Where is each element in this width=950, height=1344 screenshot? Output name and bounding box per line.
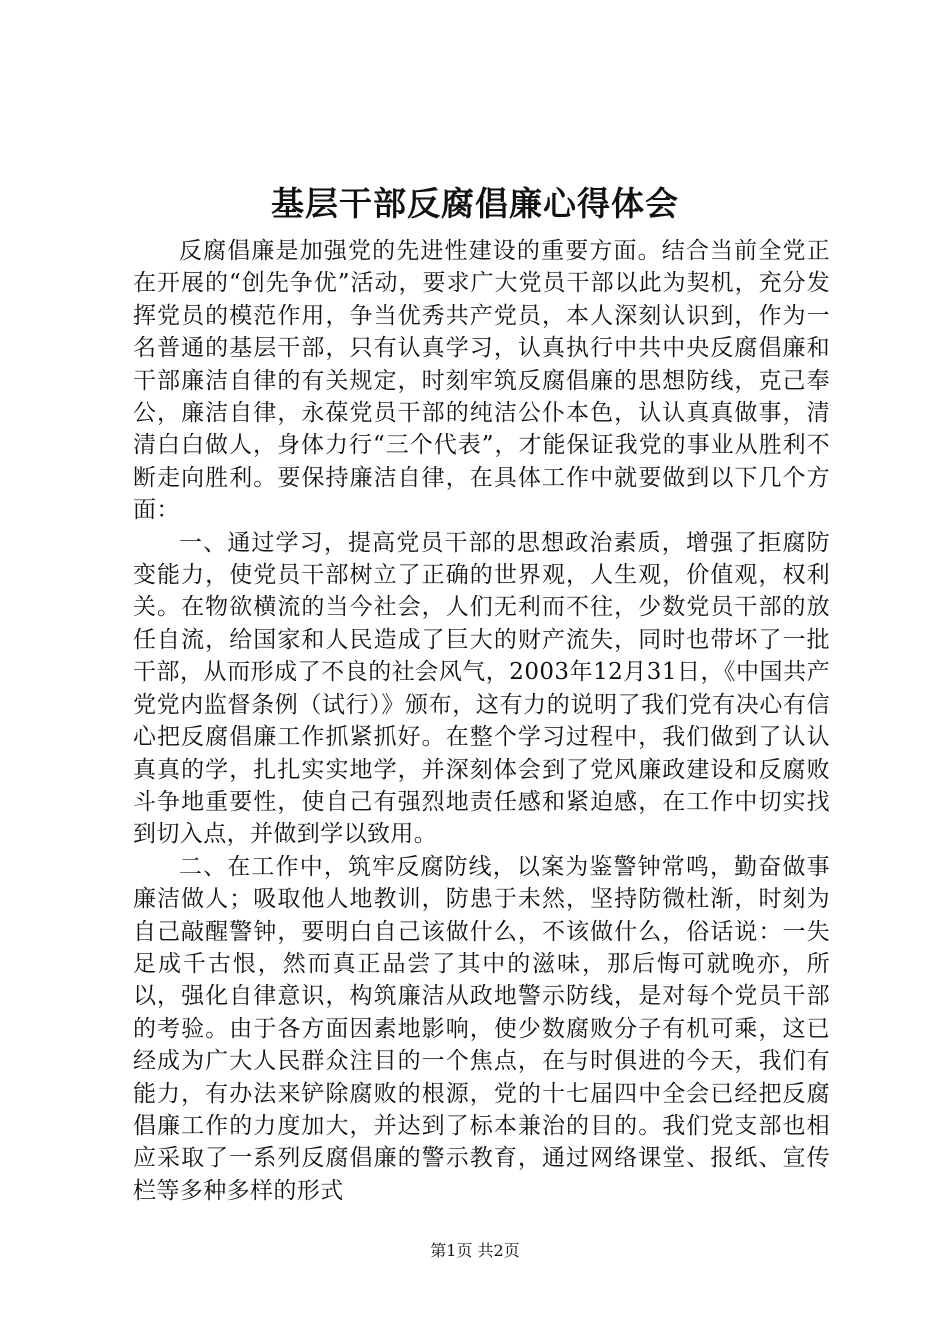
paragraph-intro: 反腐倡廉是加强党的先进性建设的重要方面。结合当前全党正在开展的“创先争优”活动，要求广大党员干部以此为契机，充分发挥党员的模范作用，争当优秀共产党员，本人深刻认识到，作为一名普通的基层干部，只有认真学习，认真执行中共中央反腐倡廉和干部廉洁自律的有关规定，时刻牢筑反腐倡廉的思想防线，克己奉公，廉洁自律，永葆党员干部的纯洁公仆本色，认认真真做事，清清白白做人，身体力行“三个代表”，才能保证我党的事业从胜利不断走向胜利。要保持廉洁自律，在具体工作中就要做到以下几个方面： <box>133 238 830 524</box>
document-body <box>133 235 830 1207</box>
page-number-footer: 第1页 共2页 <box>430 1241 520 1260</box>
paragraph-point-one: 一、通过学习，提高党员干部的思想政治素质，增强了拒腐防变能力，使党员干部树立了正确的世界观，人生观，价值观，权利关。在物欲横流的当今社会，人们无利而不往，少数党员干部的放任自流，给国家和人民造成了巨大的财产流失，同时也带坏了一批干部，从而形成了不良的社会风气，2003年12月31日，《中国共产党党内监督条例（试行）》颁布，这有力的说明了我们党有决心有信心把反腐倡廉工作抓紧抓好。在整个学习过程中，我们做到了认认真真的学，扎扎实实地学，并深刻体会到了党风廉政建设和反腐败斗争地重要性，使自己有强烈地责任感和紧迫感，在工作中切实找到切入点，并做到学以致用。 <box>133 529 830 848</box>
paragraph-point-two: 二、在工作中，筑牢反腐防线，以案为鉴警钟常鸣，勤奋做事廉洁做人；吸取他人地教训，防患于未然，坚持防微杜渐，时刻为自己敲醒警钟，要明白自己该做什么，不该做什么，俗话说：一失足成千古恨，然而真正品尝了其中的滋味，那后悔可就晚亦，所以，强化自律意识，构筑廉洁从政地警示防线，是对每个党员干部的考验。由于各方面因素地影响，使少数腐败分子有机可乘，这已经成为广大人民群众注目的一个焦点，在与时俱进的今天，我们有能力，有办法来铲除腐败的根源，党的十七届四中全会已经把反腐倡廉工作的力度加大，并达到了标本兼治的目的。我们党支部也相应采取了一系列反腐倡廉的警示教育，通过网络课堂、报纸、宣传栏等多种多样的形式 <box>133 853 830 1204</box>
document-title: 基层干部反腐倡廉心得体会 <box>271 184 679 223</box>
